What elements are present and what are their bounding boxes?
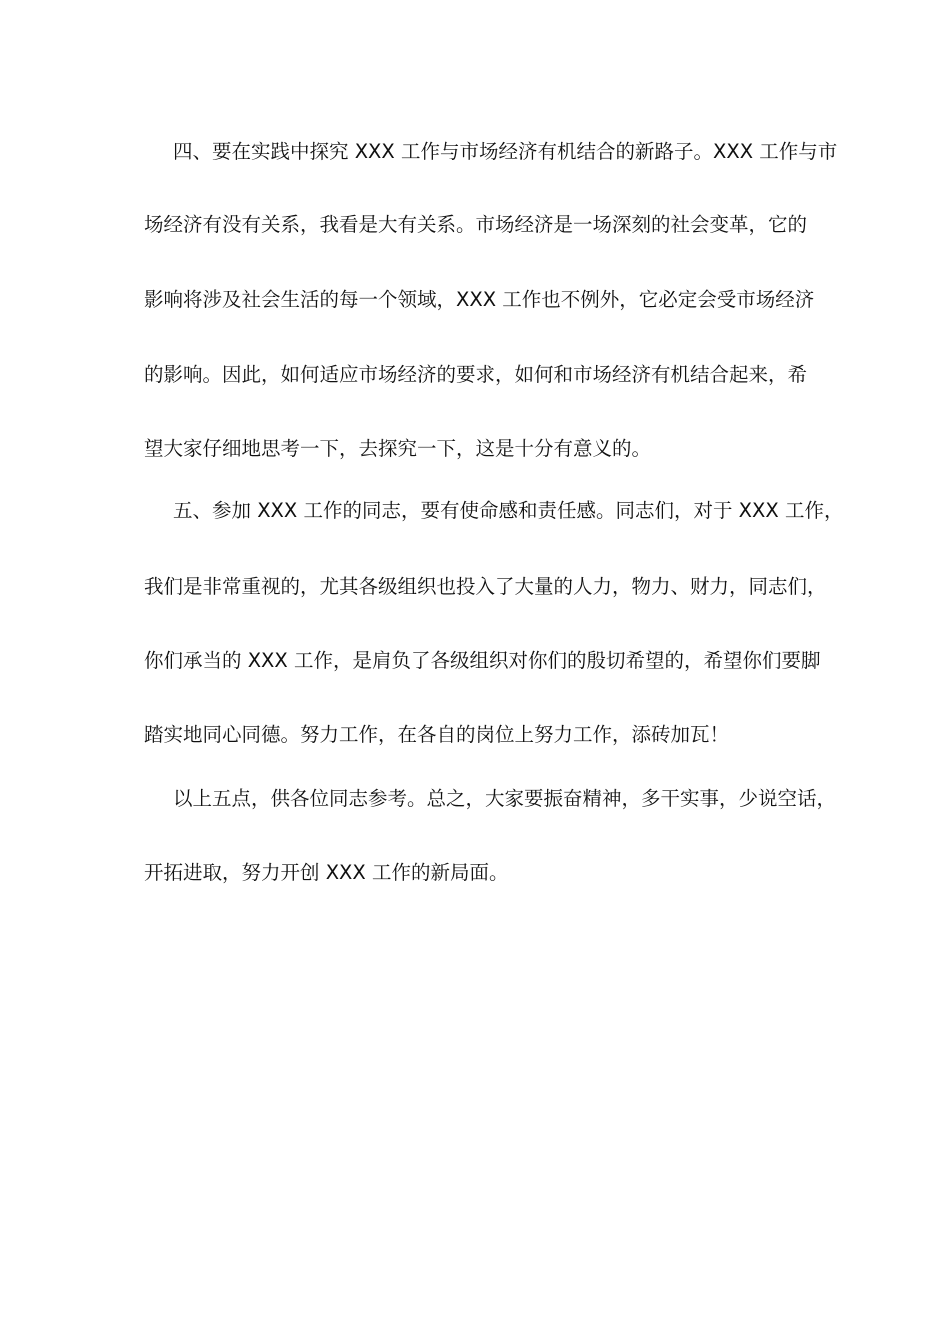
paragraph-2-line-4: 踏实地同心同德。努力工作，在各自的岗位上努力工作，添砖加瓦！ — [144, 723, 730, 746]
paragraph-1-line-1: 四、要在实践中探究 XXX 工作与市场经济有机结合的新路子。XXX 工作与市 — [173, 140, 838, 163]
paragraph-2-line-2: 我们是非常重视的，尤其各级组织也投入了大量的人力，物力、财力，同志们， — [144, 575, 827, 598]
paragraph-1-line-4: 的影响。因此，如何适应市场经济的要求，如何和市场经济有机结合起来，希 — [144, 363, 808, 386]
paragraph-1-line-2: 场经济有没有关系，我看是大有关系。市场经济是一场深刻的社会变革，它的 — [144, 213, 808, 236]
paragraph-2-line-1: 五、参加 XXX 工作的同志，要有使命感和责任感。同志们，对于 XXX 工作， — [173, 499, 844, 522]
paragraph-1-line-5: 望大家仔细地思考一下，去探究一下，这是十分有意义的。 — [144, 437, 652, 460]
paragraph-2-line-3: 你们承当的 XXX 工作，是肩负了各级组织对你们的殷切希望的，希望你们要脚 — [144, 649, 821, 672]
paragraph-1-line-3: 影响将涉及社会生活的每一个领域，XXX 工作也不例外，它必定会受市场经济 — [144, 288, 815, 311]
paragraph-3-line-2: 开拓进取，努力开创 XXX 工作的新局面。 — [144, 861, 509, 884]
paragraph-3-line-1: 以上五点，供各位同志参考。总之，大家要振奋精神，多干实事，少说空话， — [173, 787, 837, 810]
